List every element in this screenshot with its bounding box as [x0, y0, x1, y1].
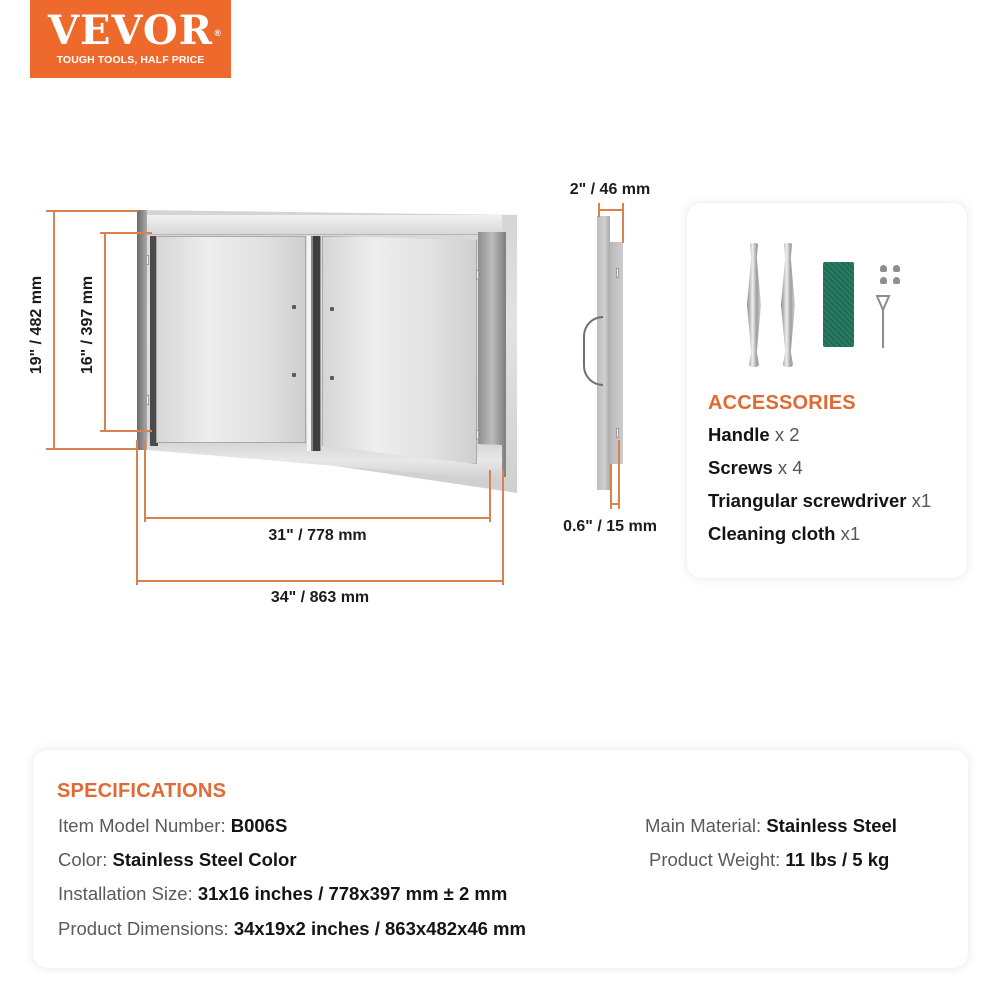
screwdriver-icon [875, 294, 891, 349]
hinge-slot-icon [616, 428, 619, 438]
dim-line [598, 209, 624, 211]
dim-line [46, 448, 138, 450]
flange-thickness-label: 0.6" / 15 mm [563, 518, 657, 535]
depth-label: 2" / 46 mm [569, 181, 651, 198]
accessory-item: Triangular screwdriver x1 [708, 490, 932, 511]
specifications-card [33, 750, 968, 968]
screw-icon [893, 277, 900, 284]
accessory-item: Screws x 4 [708, 457, 803, 478]
screw-icon [880, 265, 887, 272]
hinge-slot-icon [146, 255, 149, 265]
dim-line [489, 470, 491, 522]
handle-icon [781, 243, 795, 367]
accessories-card [687, 203, 967, 578]
spec-installation-size: Installation Size: 31x16 inches / 778x397 mm ± 2 mm [58, 883, 508, 904]
accessories-title: ACCESSORIES [708, 392, 856, 414]
hinge-slot-icon [476, 430, 479, 440]
cleaning-cloth-icon [823, 262, 854, 347]
dim-line [100, 232, 152, 234]
dim-line [502, 470, 504, 585]
specifications-title: SPECIFICATIONS [57, 780, 227, 802]
dim-line [136, 580, 504, 582]
logo-brand: VEVOR ® [48, 7, 222, 54]
screw-icon [893, 265, 900, 272]
door-panel-left [156, 236, 306, 443]
inner-height-label: 16" / 397 mm [79, 275, 96, 375]
dim-line [144, 517, 491, 519]
hinge-slot-icon [476, 270, 479, 280]
registered-mark: ® [214, 28, 222, 38]
logo-tagline: TOUGH TOOLS, HALF PRICE [56, 54, 205, 66]
outer-height-label: 19" / 482 mm [28, 275, 45, 375]
dim-line [53, 210, 55, 450]
spec-main-material: Main Material: Stainless Steel [645, 815, 897, 836]
inner-width-label: 31" / 778 mm [268, 527, 367, 544]
hinge-slot-icon [616, 268, 619, 278]
door-panel-right [322, 236, 477, 464]
spec-product-dimensions: Product Dimensions: 34x19x2 inches / 863x482x46 mm [58, 918, 526, 939]
handle-hole-icon [292, 305, 296, 309]
handle-hole-icon [292, 373, 296, 377]
dim-line [144, 440, 146, 522]
dim-line [610, 503, 620, 505]
door-flange-edge [137, 210, 147, 450]
accessory-item: Cleaning cloth x1 [708, 523, 861, 544]
dim-line [46, 210, 138, 212]
dim-line [104, 232, 106, 432]
dim-line [136, 440, 138, 585]
spec-model-number: Item Model Number: B006S [58, 815, 288, 836]
handle-hole-icon [330, 376, 334, 380]
hinge-slot-icon [146, 395, 149, 405]
dim-line [100, 430, 152, 432]
accessories-list [708, 423, 931, 555]
accessory-item: Handle x 2 [708, 424, 800, 445]
side-handle-icon [583, 316, 603, 386]
screw-icon [880, 277, 887, 284]
door-frame-right [478, 232, 506, 477]
spec-product-weight: Product Weight: 11 lbs / 5 kg [649, 849, 890, 870]
vevor-logo [30, 0, 231, 78]
door-top-rail [147, 215, 502, 235]
handle-hole-icon [330, 307, 334, 311]
door-center-gap [307, 236, 321, 451]
dim-line [618, 440, 620, 509]
spec-color: Color: Stainless Steel Color [58, 849, 297, 870]
handle-icon [747, 243, 761, 367]
outer-width-label: 34" / 863 mm [270, 589, 370, 606]
